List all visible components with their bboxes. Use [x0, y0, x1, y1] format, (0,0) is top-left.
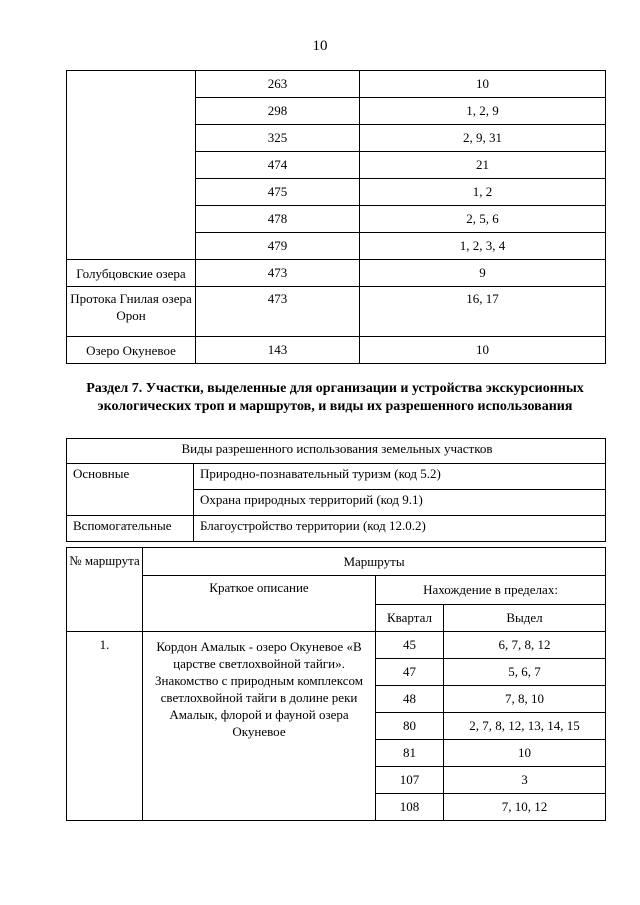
- vydel-cell: 16, 17: [360, 287, 606, 337]
- use-item: Охрана природных территорий (код 9.1): [194, 490, 606, 516]
- kvartal-cell: 143: [196, 337, 360, 364]
- site-name-cell: Протока Гнилая озера Орон: [67, 287, 196, 337]
- kvartal-cell: 263: [196, 71, 360, 98]
- description-header: Краткое описание: [143, 576, 376, 632]
- vydel-header: Выдел: [444, 605, 606, 632]
- section-title-line: Раздел 7. Участки, выделенные для организации и устройства экскурсионных: [86, 381, 584, 396]
- vydel-cell: 10: [444, 740, 606, 767]
- table-row: [67, 260, 606, 287]
- kvartal-cell: 80: [376, 713, 444, 740]
- kvartal-cell: 479: [196, 233, 360, 260]
- kvartal-cell: 473: [196, 260, 360, 287]
- vydel-cell: 1, 2: [360, 179, 606, 206]
- vydel-cell: 3: [444, 767, 606, 794]
- kvartal-header: Квартал: [376, 605, 444, 632]
- page-number: 10: [312, 38, 328, 54]
- vydel-cell: 10: [360, 337, 606, 364]
- section-title-line: экологических троп и маршрутов, и виды их разрешенного использования: [97, 399, 573, 414]
- kvartal-cell: 81: [376, 740, 444, 767]
- kvartal-cell: 475: [196, 179, 360, 206]
- table-row: [67, 71, 606, 98]
- site-name-cell: Голубцовские озера: [67, 260, 196, 287]
- table-header-row: [67, 439, 606, 464]
- kvartal-cell: 473: [196, 287, 360, 337]
- table-row: [67, 337, 606, 364]
- route-number: 1.: [67, 632, 143, 821]
- kvartal-cell: 47: [376, 659, 444, 686]
- kvartal-cell: 478: [196, 206, 360, 233]
- sites-table: [66, 70, 606, 364]
- table-row: [67, 464, 606, 490]
- route-number-header: № маршрута: [67, 548, 143, 632]
- routes-header: Маршруты: [143, 548, 606, 576]
- location-header: Нахождение в пределах:: [376, 576, 606, 605]
- site-name-cell: Озеро Окуневое: [67, 337, 196, 364]
- vydel-cell: 1, 2, 9: [360, 98, 606, 125]
- vydel-cell: 21: [360, 152, 606, 179]
- kvartal-cell: 45: [376, 632, 444, 659]
- vydel-cell: 7, 10, 12: [444, 794, 606, 821]
- vydel-cell: 6, 7, 8, 12: [444, 632, 606, 659]
- table-row: [67, 632, 606, 659]
- kvartal-cell: 325: [196, 125, 360, 152]
- route-description: Кордон Амалык - озеро Окуневое «В царстве светлохвойной тайги». Знакомство с природным комплексом светлохвойной тайги в долине реки Амалык, флорой и фауной озера Окуневое: [143, 632, 376, 821]
- kvartal-cell: 108: [376, 794, 444, 821]
- table-header-row: [67, 576, 606, 605]
- vydel-cell: 7, 8, 10: [444, 686, 606, 713]
- kvartal-cell: 107: [376, 767, 444, 794]
- kvartal-cell: 474: [196, 152, 360, 179]
- vydel-cell: 2, 9, 31: [360, 125, 606, 152]
- section-title: [60, 380, 610, 416]
- main-use-label: Основные: [67, 464, 194, 516]
- table-row: [67, 287, 606, 337]
- table-header-row: [67, 548, 606, 576]
- use-item: Благоустройство территории (код 12.0.2): [194, 516, 606, 542]
- kvartal-cell: 48: [376, 686, 444, 713]
- vydel-cell: 9: [360, 260, 606, 287]
- routes-table: [66, 547, 606, 821]
- table-row: [67, 516, 606, 542]
- vydel-cell: 5, 6, 7: [444, 659, 606, 686]
- use-item: Природно-познавательный туризм (код 5.2): [194, 464, 606, 490]
- vydel-cell: 10: [360, 71, 606, 98]
- land-use-table: [66, 438, 606, 542]
- vydel-cell: 2, 5, 6: [360, 206, 606, 233]
- vydel-cell: 2, 7, 8, 12, 13, 14, 15: [444, 713, 606, 740]
- aux-use-label: Вспомогательные: [67, 516, 194, 542]
- land-use-header: Виды разрешенного использования земельных участков: [67, 439, 606, 464]
- site-name-cell: [67, 71, 196, 260]
- vydel-cell: 1, 2, 3, 4: [360, 233, 606, 260]
- kvartal-cell: 298: [196, 98, 360, 125]
